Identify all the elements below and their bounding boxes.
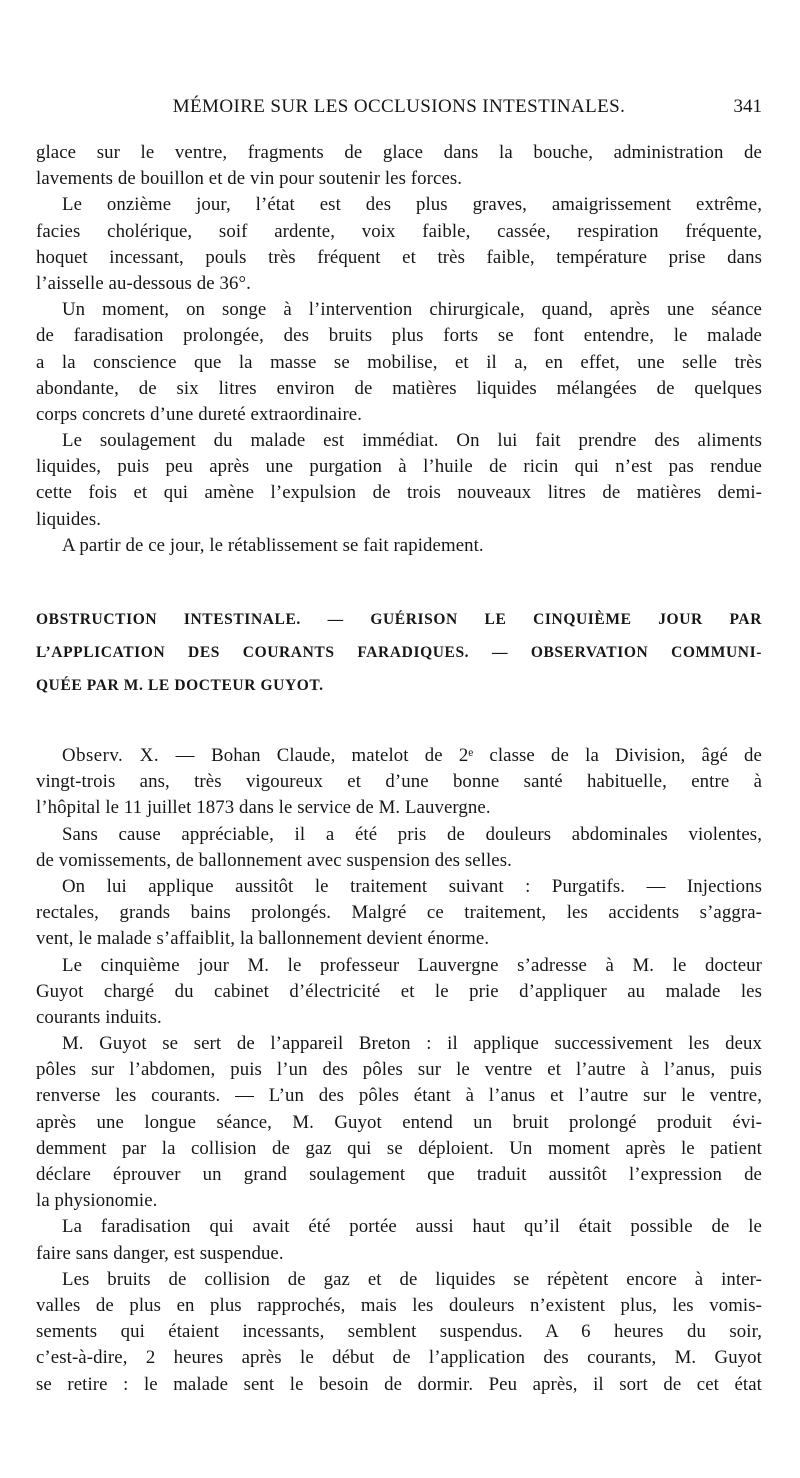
text-line: Un moment, on songe à l’intervention chirurgicale, quand, après une séance bbox=[62, 299, 762, 321]
text-line: liquides. bbox=[36, 508, 102, 530]
text-line: déclare éprouver un grand soulagement que traduit aussitôt l’expression de bbox=[36, 1164, 762, 1185]
observation-label: Observ. X. — bbox=[62, 745, 195, 766]
text-line: hoquet incessant, pouls très fréquent et très faible, température prise dans bbox=[36, 246, 762, 268]
text-line: a la conscience que la masse se mobilise, et il a, en effet, une selle très bbox=[36, 351, 762, 373]
text-line: renverse les courants. — L’un des pôles étant à l’anus et l’autre sur le ventre, bbox=[36, 1085, 762, 1107]
text-line: se retire : le malade sent le besoin de dormir. Peu après, il sort de cet état bbox=[36, 1373, 762, 1395]
page-number: 341 bbox=[733, 96, 762, 117]
text-line: sements qui étaient incessants, semblent suspendus. A 6 heures du soir, bbox=[36, 1321, 762, 1343]
text-line: vent, le malade s’affaiblit, la ballonnement devient énorme. bbox=[36, 928, 490, 950]
text-line: corps concrets d’une dureté extraordinaire. bbox=[36, 403, 363, 425]
text-line: c’est-à-dire, 2 heures après le début de l’application des courants, M. Guyot bbox=[36, 1347, 762, 1369]
text-line: après une longue séance, M. Guyot entend un bruit prolongé produit évi- bbox=[36, 1111, 762, 1133]
text-line: demment par la collision de gaz qui se déploient. Un moment après le patient bbox=[36, 1137, 762, 1159]
running-title: MÉMOIRE SUR LES OCCLUSIONS INTESTINALES. bbox=[172, 96, 626, 117]
text-line: lavements de bouillon et de vin pour soutenir les forces. bbox=[36, 168, 463, 190]
text-line: faire sans danger, est suspendue. bbox=[36, 1242, 284, 1264]
text-line: Le soulagement du malade est immédiat. On lui fait prendre des aliments bbox=[62, 430, 762, 452]
text-line: vingt-trois ans, très vigoureux et d’une bonne santé habituelle, entre à bbox=[36, 771, 762, 793]
text-line-rest: Bohan Claude, matelot de 2ᵉ classe de la Division, âgé de bbox=[211, 745, 762, 766]
text-line: l’aisselle au-dessous de 36°. bbox=[36, 272, 251, 294]
text-line: On lui applique aussitôt le traitement suivant : Purgatifs. — Injections bbox=[62, 875, 762, 897]
heading-line: OBSTRUCTION INTESTINALE. — GUÉRISON LE CINQUIÈME JOUR PAR bbox=[36, 611, 762, 628]
text-line: liquides, puis peu après une purgation à l’huile de ricin qui n’est pas rendue bbox=[36, 456, 762, 478]
section-2-text bbox=[36, 743, 762, 1398]
text-line: M. Guyot se sert de l’appareil Breton : il applique successivement les deux bbox=[62, 1033, 762, 1055]
observation-heading bbox=[36, 606, 762, 699]
text-line: Le onzième jour, l’état est des plus graves, amaigrissement extrême, bbox=[62, 194, 762, 216]
text-line: valles de plus en plus rapprochés, mais les douleurs n’existent plus, les vomis- bbox=[36, 1294, 762, 1316]
text-line: Le cinquième jour M. le professeur Lauvergne s’adresse à M. le docteur bbox=[62, 954, 762, 976]
text-line: Sans cause appréciable, il a été pris de douleurs abdominales violentes, bbox=[62, 823, 762, 845]
text-line: abondante, de six litres environ de matières liquides mélangées de quelques bbox=[36, 377, 762, 399]
text-line: l’hôpital le 11 juillet 1873 dans le service de M. Lauvergne. bbox=[36, 797, 491, 819]
text-line: de faradisation prolongée, des bruits plus forts se font entendre, le malade bbox=[36, 325, 762, 347]
text-line: A partir de ce jour, le rétablissement se fait rapidement. bbox=[62, 534, 484, 556]
text-line: Guyot chargé du cabinet d’électricité et le prie d’appliquer au malade les bbox=[36, 980, 762, 1002]
text-line: La faradisation qui avait été portée aussi haut qu’il était possible de le bbox=[62, 1216, 762, 1238]
text-line: pôles sur l’abdomen, puis l’un des pôles sur le ventre et l’autre à l’anus, puis bbox=[36, 1059, 762, 1081]
text-line: rectales, grands bains prolongés. Malgré ce traitement, les accidents s’aggra- bbox=[36, 902, 762, 924]
running-header bbox=[36, 92, 762, 122]
text-line: de vomissements, de ballonnement avec suspension des selles. bbox=[36, 849, 512, 871]
section-1-text bbox=[36, 140, 762, 559]
text-line: facies cholérique, soif ardente, voix faible, cassée, respiration fréquente, bbox=[36, 220, 762, 242]
text-line: courants induits. bbox=[36, 1006, 162, 1028]
text-line: Les bruits de collision de gaz et de liquides se répètent encore à inter- bbox=[62, 1268, 762, 1290]
text-line: la physionomie. bbox=[36, 1190, 158, 1212]
text-line: glace sur le ventre, fragments de glace dans la bouche, administration de bbox=[36, 142, 762, 163]
heading-line: QUÉE PAR M. LE DOCTEUR GUYOT. bbox=[36, 677, 324, 694]
heading-line: L’APPLICATION DES COURANTS FARADIQUES. — OBSERVATION COMMUNI- bbox=[36, 644, 762, 661]
text-line bbox=[36, 743, 762, 769]
text-line: cette fois et qui amène l’expulsion de trois nouveaux litres de matières demi- bbox=[36, 482, 762, 504]
